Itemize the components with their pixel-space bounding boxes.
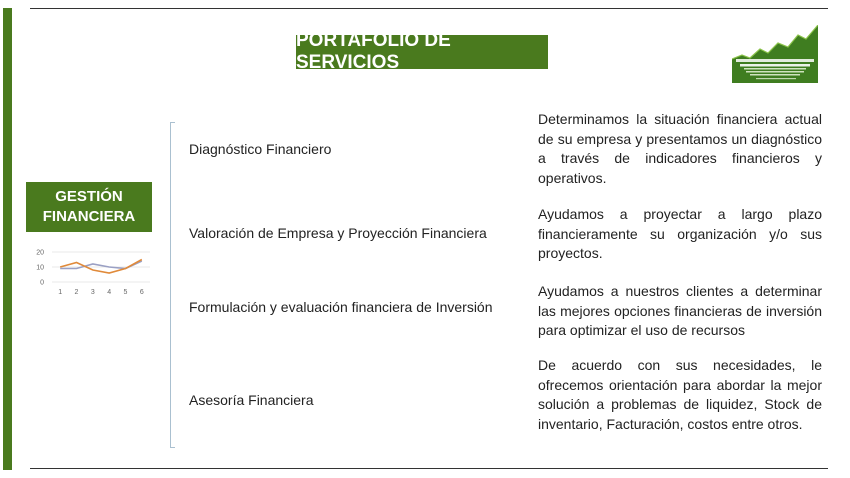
chart-x-tick-label: 4 xyxy=(107,289,112,296)
service-desc-asesoria: De acuerdo con sus necesidades, le ofrecemos orientación para abordar la mejor solución a problemas de liquidez, Stock de inventario, Facturación, costos entre otros. xyxy=(538,357,822,432)
chart-x-tick-label: 5 xyxy=(123,289,128,296)
chart-series-line-1 xyxy=(60,261,142,269)
chart-y-tick-label: 10 xyxy=(36,264,44,272)
section-label-line2: FINANCIERA xyxy=(42,208,136,225)
service-name-asesoria: Asesoría Financiera xyxy=(189,392,314,408)
chart-x-tick-label: 6 xyxy=(139,289,144,296)
left-accent-bar xyxy=(3,8,12,470)
company-logo xyxy=(732,25,818,83)
service-desc-valoracion: Ayudamos a proyectar a largo plazo financieramente su organización y/o sus proyectos. xyxy=(538,206,822,262)
service-desc-formulacion: Ayudamos a nuestros clientes a determinar las mejores opciones financieras de inversión para optimizar el uso de recursos xyxy=(538,283,822,339)
service-desc-diagnostico: Determinamos la situación financiera actual de su empresa y presentamos un diagnóstico a través de indicadores financieros y operativos. xyxy=(538,111,822,186)
service-name-diagnostico: Diagnóstico Financiero xyxy=(189,141,332,157)
services-bracket xyxy=(170,122,175,448)
chart-y-tick-label: 20 xyxy=(36,249,44,257)
chart-x-tick-label: 2 xyxy=(74,289,79,296)
page-title: PORTAFOLIO DE SERVICIOS xyxy=(296,35,548,69)
section-label xyxy=(26,182,152,232)
bottom-rule xyxy=(30,468,828,469)
section-label-line1: GESTIÓN xyxy=(55,188,123,205)
chart-y-tick-label: 0 xyxy=(40,279,44,287)
service-name-formulacion: Formulación y evaluación financiera de Inversión xyxy=(189,299,493,315)
chart-x-tick-label: 3 xyxy=(90,289,95,296)
service-name-valoracion: Valoración de Empresa y Proyección Financiera xyxy=(189,225,487,241)
chart-x-tick-label: 1 xyxy=(58,289,63,296)
mini-line-chart xyxy=(26,244,156,300)
top-rule xyxy=(30,8,828,9)
